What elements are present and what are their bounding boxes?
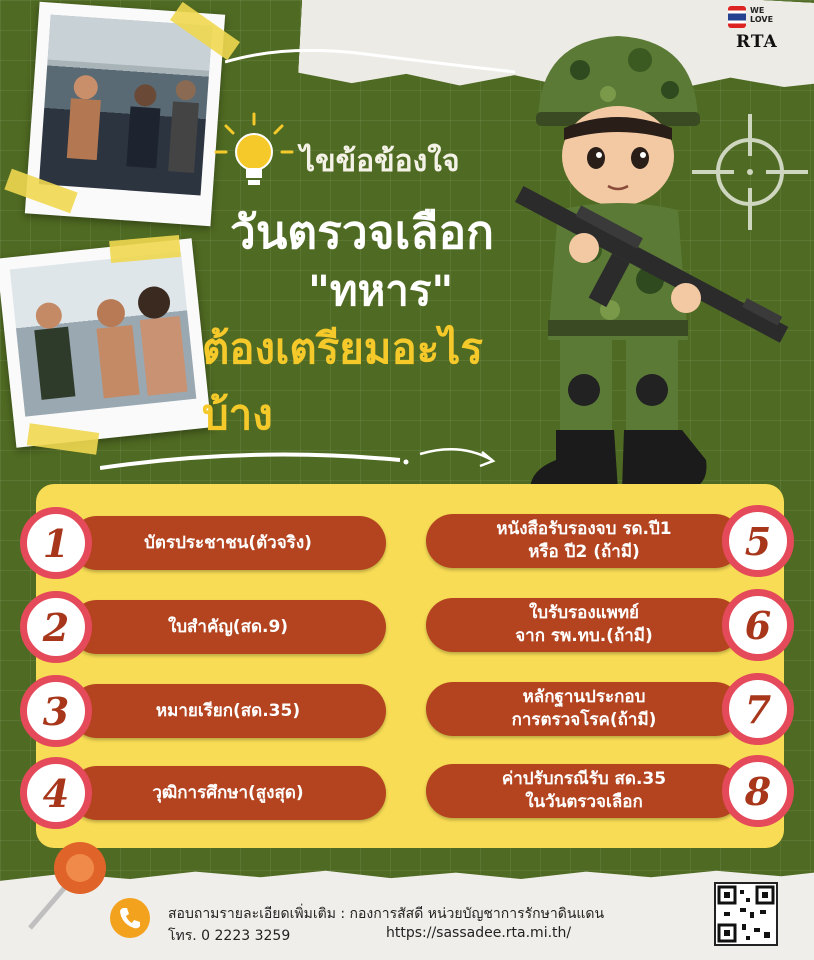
logo-brand: RTA (736, 32, 778, 52)
qr-code[interactable] (714, 882, 778, 946)
swoosh-top (225, 42, 525, 82)
pushpin-icon (20, 838, 116, 934)
title-line-3: ต้องเตรียมอะไรบ้าง (202, 324, 483, 439)
item-4-number: 4 (20, 757, 92, 829)
checklist-item-8 (426, 764, 796, 818)
logo-love: LOVE (750, 15, 774, 24)
item-5-number: 5 (722, 505, 794, 577)
item-3-label: หมายเรียก(สด.35) (70, 684, 386, 738)
phone-icon (110, 898, 150, 938)
title-line-1: วันตรวจเลือก (230, 205, 495, 259)
item-7-number: 7 (722, 673, 794, 745)
item-6-number: 6 (722, 589, 794, 661)
soldier-illustration (500, 20, 814, 500)
checklist-item-1 (20, 516, 386, 570)
item-8-number: 8 (722, 755, 794, 827)
logo-we: WE (750, 6, 765, 15)
checklist-item-7 (426, 682, 796, 736)
item-8-label: ค่าปรับกรณีรับ สด.35 ในวันตรวจเลือก (426, 764, 742, 818)
phone-number[interactable]: โทร. 0 2223 3259 (168, 928, 291, 944)
item-6-label: ใบรับรองแพทย์ จาก รพ.ทบ.(ถ้ามี) (426, 598, 742, 652)
checklist-item-6 (426, 598, 796, 652)
website-link[interactable]: https://sassadee.rta.mi.th/ (386, 925, 572, 941)
photo-frame-2 (0, 238, 211, 447)
contact-info: สอบถามรายละเอียดเพิ่มเติม : กองการสัสดี หน่วยบัญชาการรักษาดินแดน (168, 906, 605, 922)
checklist-item-3 (20, 684, 386, 738)
checklist-item-2 (20, 600, 386, 654)
title-line-2: "ทหาร" (308, 266, 454, 315)
item-5-label: หนังสือรับรองจบ รด.ปี1 หรือ ปี2 (ถ้ามี) (426, 514, 742, 568)
title-small: ไขข้อข้องใจ (300, 144, 460, 179)
lightbulb-icon (214, 112, 294, 192)
item-4-label: วุฒิการศึกษา(สูงสุด) (70, 766, 386, 820)
item-3-number: 3 (20, 675, 92, 747)
medical-exam-photo-2 (10, 251, 197, 416)
item-1-label: บัตรประชาชน(ตัวจริง) (70, 516, 386, 570)
checklist-item-4 (20, 766, 386, 820)
item-2-number: 2 (20, 591, 92, 663)
item-7-label: หลักฐานประกอบ การตรวจโรค(ถ้ามี) (426, 682, 742, 736)
item-1-number: 1 (20, 507, 92, 579)
checklist-item-5 (426, 514, 796, 568)
medical-exam-photo-1 (39, 15, 212, 196)
item-2-label: ใบสำคัญ(สด.9) (70, 600, 386, 654)
